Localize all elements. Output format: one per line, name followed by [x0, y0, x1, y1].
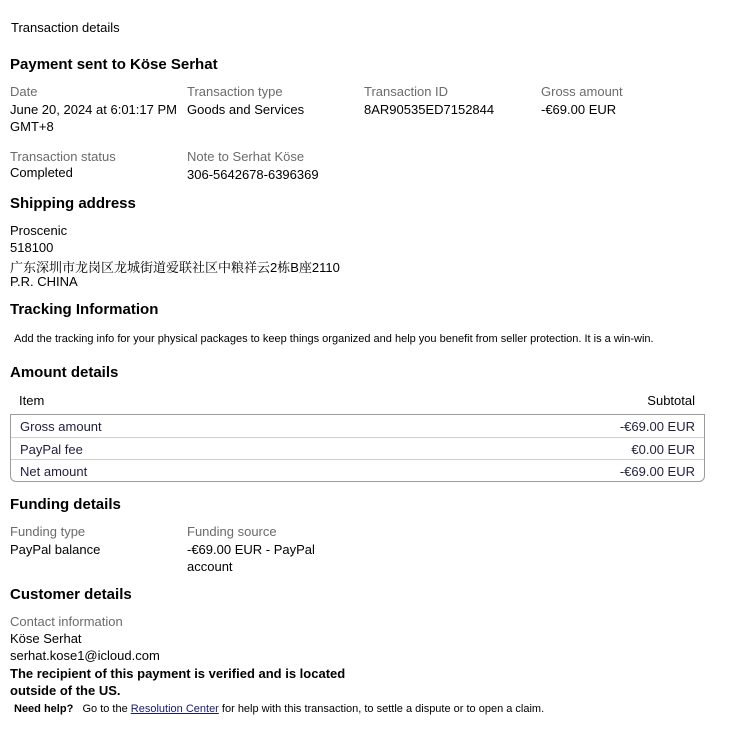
shipping-line-name: Proscenic — [10, 223, 68, 238]
amount-heading: Amount details — [10, 364, 119, 381]
amount-table-header — [10, 390, 704, 412]
funding-source-label: Funding source — [187, 524, 277, 539]
table-row — [11, 459, 704, 481]
tracking-description: Add the tracking info for your physical packages to keep things organized and help you benefit from seller protection. It is a win-win. — [14, 333, 654, 345]
note-label: Note to Serhat Köse — [187, 149, 305, 164]
shipping-line-country: P.R. CHINA — [10, 274, 78, 289]
contact-label: Contact information — [10, 614, 123, 629]
customer-email[interactable]: serhat.kose1@icloud.com — [10, 648, 160, 663]
row-value: -€69.00 EUR — [619, 464, 695, 479]
help-text-before: Go to the — [82, 703, 128, 715]
table-row — [11, 415, 704, 437]
transaction-type-label: Transaction type — [187, 84, 283, 99]
help-lead: Need help? — [14, 703, 74, 715]
transaction-type-value: Goods and Services — [187, 102, 305, 117]
resolution-center-link[interactable]: Resolution Center — [130, 703, 219, 715]
transaction-id-value[interactable]: 8AR90535ED7152844 — [364, 102, 495, 117]
row-item: PayPal fee — [20, 442, 83, 457]
shipping-line-street: 广东深圳市龙岗区龙城街道爱联社区中粮祥云2栋B座2110 — [10, 260, 340, 275]
date-timezone: GMT+8 — [10, 119, 54, 134]
gross-amount-value: -€69.00 EUR — [541, 102, 617, 117]
help-line — [14, 703, 544, 715]
transaction-status-label: Transaction status — [10, 149, 116, 164]
transaction-status-value: Completed — [10, 165, 73, 180]
customer-name: Köse Serhat — [10, 631, 82, 646]
verified-note: The recipient of this payment is verified and is located outside of the US. — [10, 666, 346, 698]
transaction-id-label: Transaction ID — [364, 84, 449, 99]
column-item: Item — [19, 393, 45, 408]
row-item: Gross amount — [20, 419, 102, 434]
shipping-line-postcode: 518100 — [10, 240, 54, 255]
amount-table — [10, 414, 705, 482]
help-text-after: for help with this transaction, to settle a dispute or to open a claim. — [221, 703, 545, 715]
gross-amount-label: Gross amount — [541, 84, 623, 99]
funding-source-value — [187, 541, 315, 575]
table-row — [11, 437, 704, 459]
shipping-heading: Shipping address — [10, 195, 136, 212]
date-value-line: June 20, 2024 at 6:01:17 PM — [10, 102, 177, 117]
column-subtotal: Subtotal — [647, 393, 695, 408]
customer-heading: Customer details — [10, 586, 132, 603]
tracking-heading: Tracking Information — [10, 301, 159, 318]
page-title: Transaction details — [11, 20, 120, 35]
row-value: €0.00 EUR — [631, 442, 695, 457]
funding-type-value: PayPal balance — [10, 542, 101, 557]
funding-heading: Funding details — [10, 496, 121, 513]
row-value: -€69.00 EUR — [619, 419, 695, 434]
date-label: Date — [10, 84, 38, 99]
funding-type-label: Funding type — [10, 524, 86, 539]
funding-source-line: -€69.00 EUR - PayPal — [187, 542, 315, 557]
payment-heading: Payment sent to Köse Serhat — [10, 56, 218, 73]
note-value: 306-5642678-6396369 — [187, 167, 319, 182]
funding-source-line: account — [187, 559, 233, 574]
date-value — [10, 101, 177, 135]
row-item: Net amount — [20, 464, 88, 479]
